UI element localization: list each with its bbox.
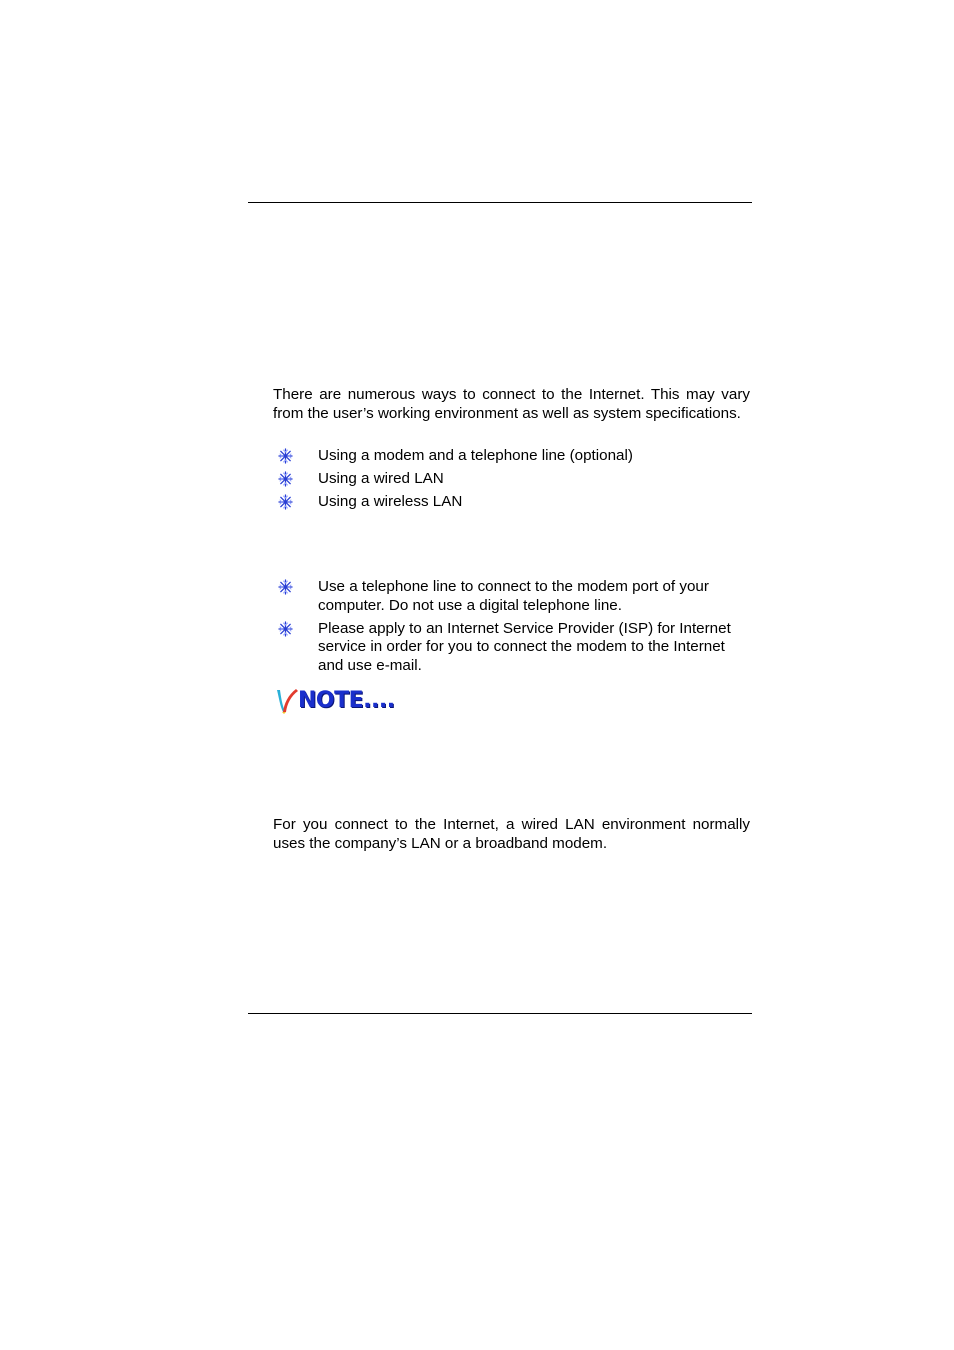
list-item-text: Using a wireless LAN — [318, 493, 463, 510]
wired-lan-paragraph: For you connect to the Internet, a wired LAN environment normally uses the company’s LAN or a broadband modem. — [273, 816, 750, 852]
list-item-text: Using a modem and a telephone line (optional) — [318, 447, 633, 464]
list-item-text: Use a telephone line to connect to the modem port of your computer. Do not use a digital telephone line. — [318, 578, 709, 614]
modem-notes-list — [273, 578, 750, 680]
list-item — [273, 493, 750, 512]
connection-methods-list — [273, 447, 750, 516]
snowflake-bullet-icon — [277, 578, 294, 596]
note-badge — [274, 686, 408, 716]
list-item — [273, 620, 750, 676]
intro-paragraph: There are numerous ways to connect to the Internet. This may vary from the user’s working environment as well as system specifications. — [273, 386, 750, 422]
note-label: NOTE.... — [298, 688, 395, 713]
list-item-text: Using a wired LAN — [318, 470, 444, 487]
header-rule — [248, 202, 752, 203]
list-item-text: Please apply to an Internet Service Provider (ISP) for Internet service in order for you to connect the modem to the Internet and use e-mail. — [318, 619, 731, 674]
list-item — [273, 470, 750, 489]
snowflake-bullet-icon — [277, 470, 294, 488]
list-item — [273, 447, 750, 466]
footer-rule — [248, 1013, 752, 1014]
snowflake-bullet-icon — [277, 493, 294, 511]
list-item — [273, 578, 750, 615]
snowflake-bullet-icon — [277, 447, 294, 465]
snowflake-bullet-icon — [277, 620, 294, 638]
